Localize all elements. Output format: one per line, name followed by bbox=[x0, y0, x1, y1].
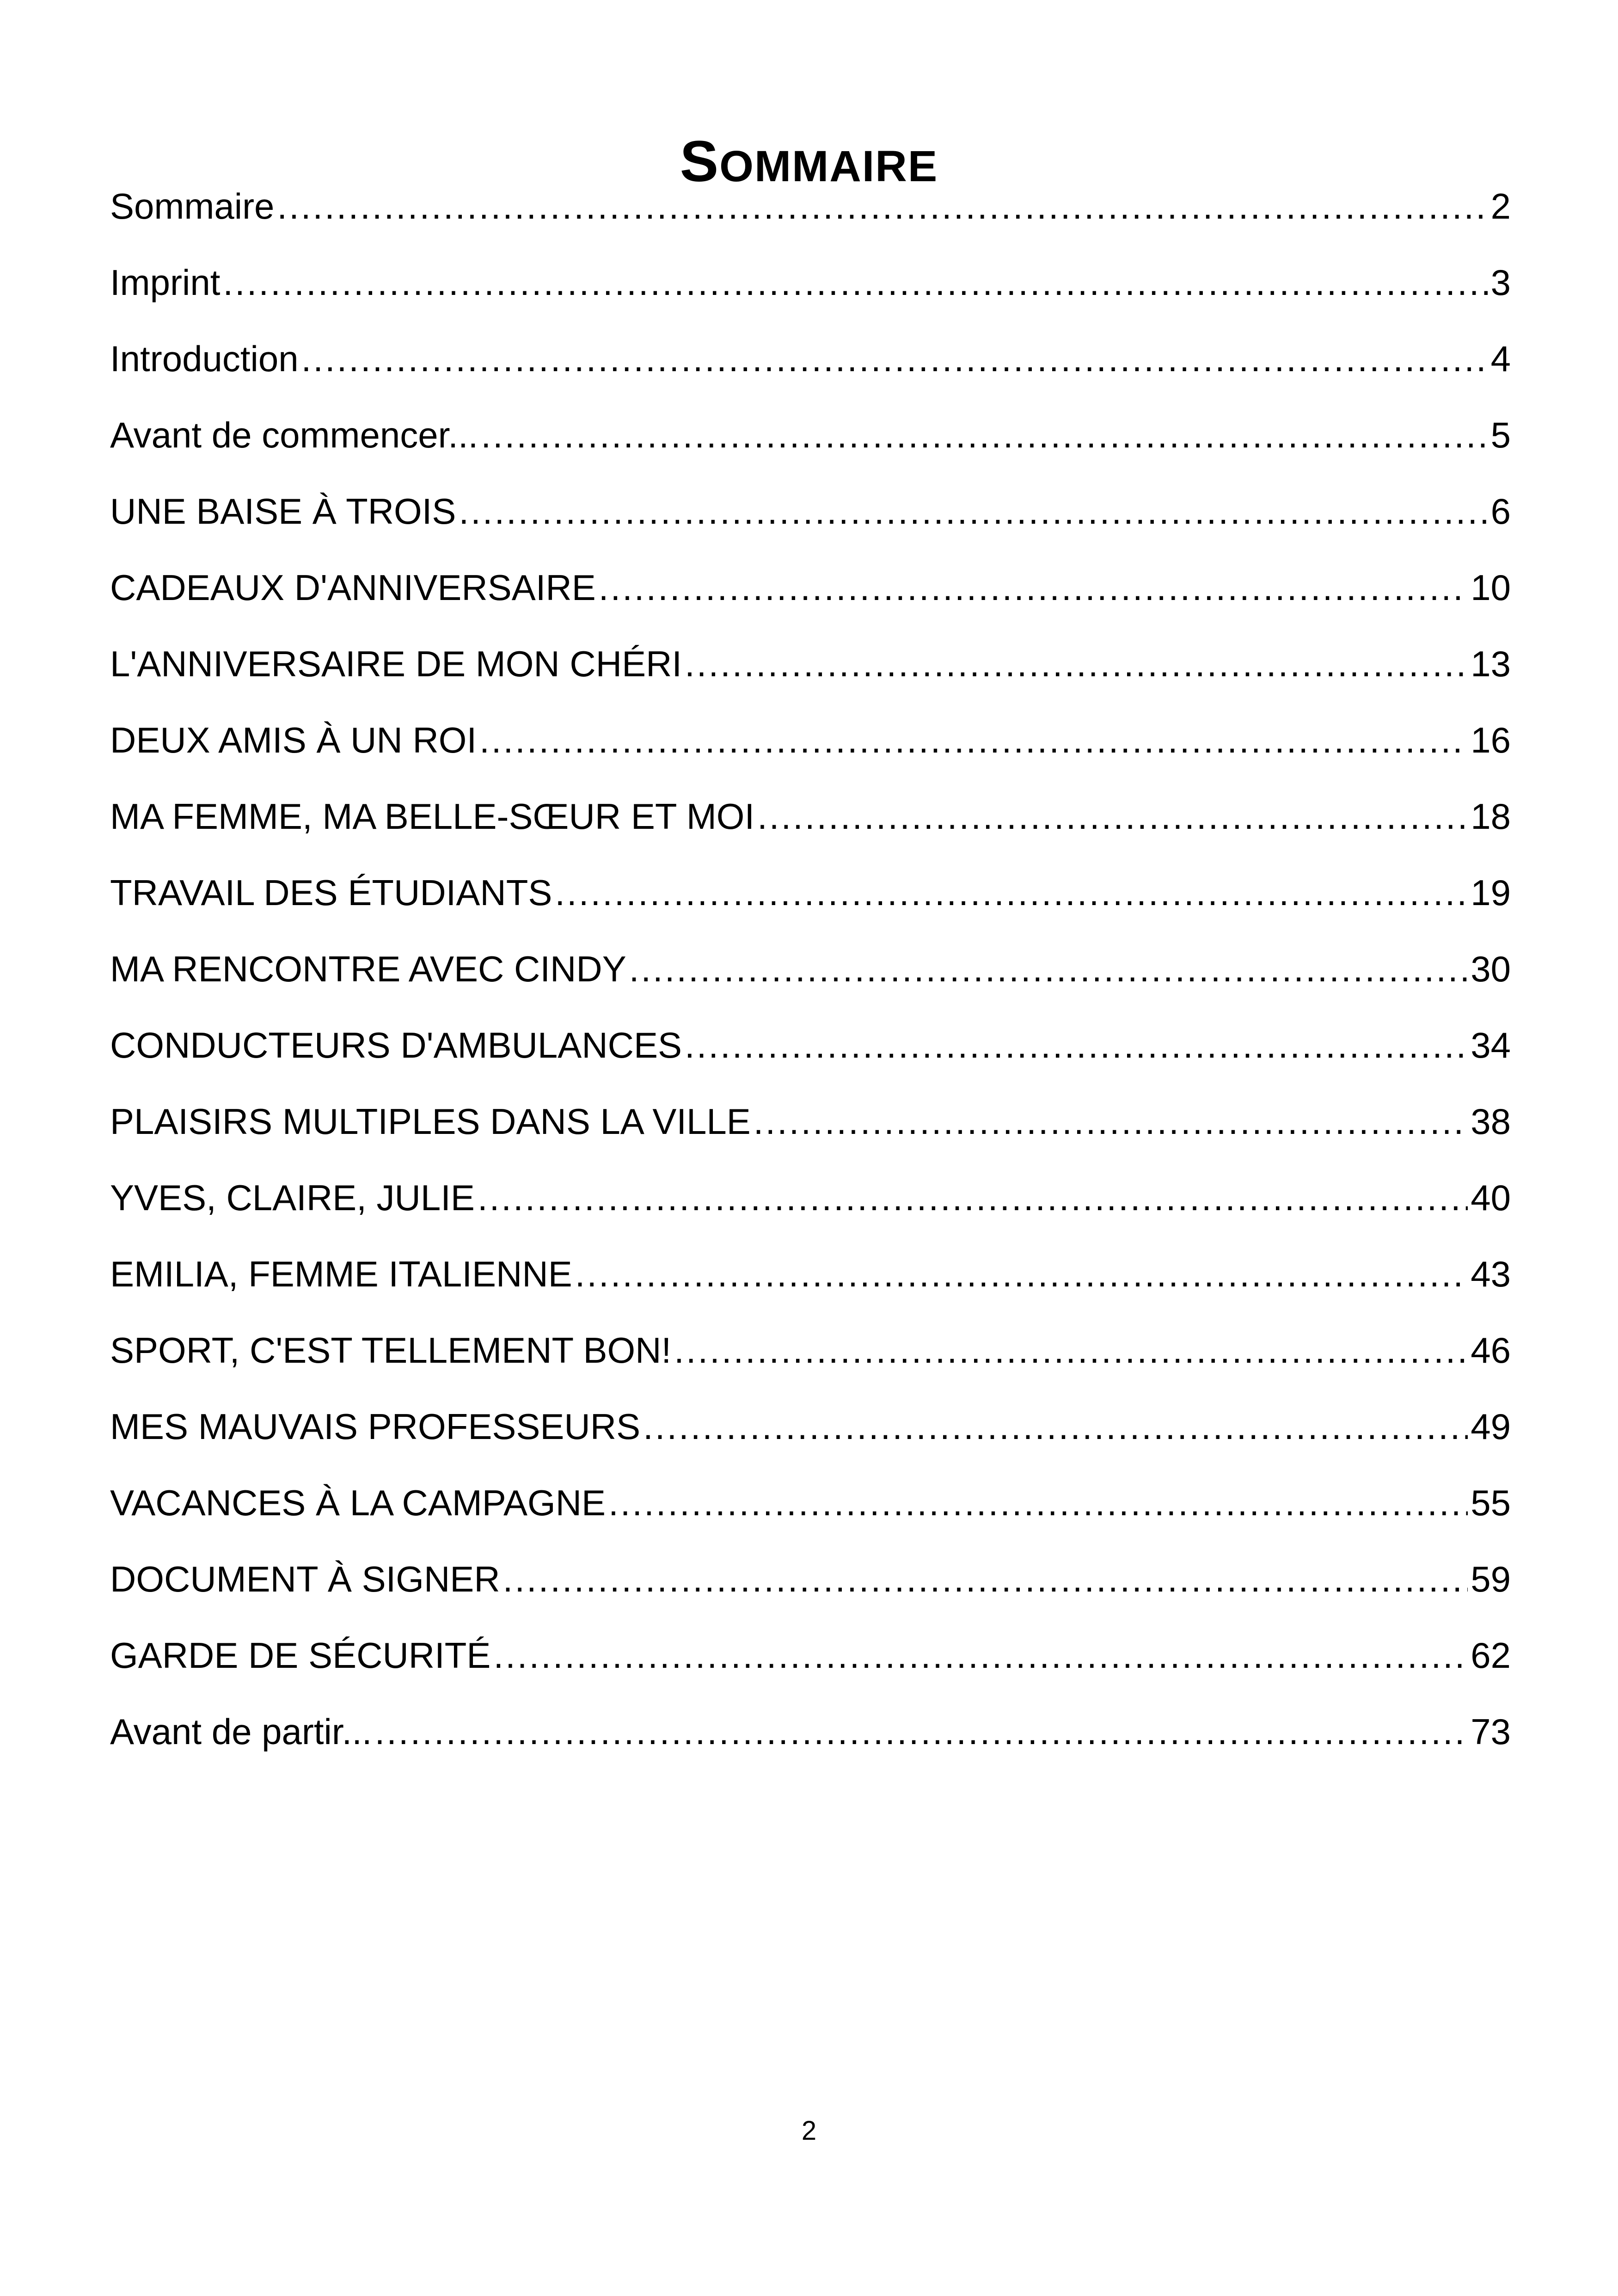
toc-dot-leader bbox=[757, 793, 1468, 839]
toc-entry-page-number: 38 bbox=[1471, 1101, 1511, 1142]
toc-entry[interactable] bbox=[110, 717, 1511, 793]
toc-dot-leader bbox=[674, 1327, 1468, 1373]
toc-entry-title: GARDE DE SÉCURITÉ bbox=[110, 1635, 491, 1676]
toc-entry[interactable] bbox=[110, 1327, 1511, 1403]
toc-entry-title: VACANCES À LA CAMPAGNE bbox=[110, 1482, 606, 1523]
toc-dot-leader bbox=[459, 488, 1488, 534]
toc-dot-leader bbox=[555, 869, 1468, 916]
toc-entry[interactable] bbox=[110, 946, 1511, 1022]
page-title-rest: OMMAIRE bbox=[719, 142, 938, 191]
toc-dot-leader bbox=[599, 564, 1468, 611]
toc-entry[interactable] bbox=[110, 869, 1511, 946]
toc-entry-title: EMILIA, FEMME ITALIENNE bbox=[110, 1254, 572, 1294]
toc-entry[interactable] bbox=[110, 1251, 1511, 1327]
toc-entry-page-number: 5 bbox=[1490, 415, 1511, 455]
toc-entry[interactable] bbox=[110, 259, 1511, 336]
toc-dot-leader bbox=[223, 259, 1488, 306]
toc-entry-page-number: 59 bbox=[1471, 1559, 1511, 1599]
toc-dot-leader bbox=[608, 1480, 1468, 1526]
toc-entry-page-number: 2 bbox=[1490, 186, 1511, 227]
toc-entry-page-number: 6 bbox=[1490, 491, 1511, 532]
toc-entry-page-number: 49 bbox=[1471, 1406, 1511, 1447]
toc-dot-leader bbox=[685, 641, 1468, 687]
toc-dot-leader bbox=[479, 717, 1468, 763]
toc-entry-title: Avant de commencer... bbox=[110, 415, 478, 455]
toc-entry-title: MES MAUVAIS PROFESSEURS bbox=[110, 1406, 641, 1447]
toc-entry-title: DOCUMENT À SIGNER bbox=[110, 1559, 500, 1599]
toc-entry[interactable] bbox=[110, 1175, 1511, 1251]
toc-entry[interactable] bbox=[110, 1556, 1511, 1632]
toc-entry-page-number: 43 bbox=[1471, 1254, 1511, 1294]
toc-entry[interactable] bbox=[110, 641, 1511, 717]
toc-dot-leader bbox=[503, 1556, 1468, 1602]
toc-entry-page-number: 40 bbox=[1471, 1177, 1511, 1218]
toc-dot-leader bbox=[629, 946, 1468, 992]
toc-entry[interactable] bbox=[110, 412, 1511, 488]
toc-entry[interactable] bbox=[110, 793, 1511, 869]
toc-entry[interactable] bbox=[110, 1480, 1511, 1556]
toc-entry-title: Imprint bbox=[110, 262, 221, 303]
toc-entry-title: L'ANNIVERSAIRE DE MON CHÉRI bbox=[110, 643, 682, 684]
toc-dot-leader bbox=[301, 336, 1488, 382]
toc-entry-title: MA RENCONTRE AVEC CINDY bbox=[110, 949, 626, 989]
toc-entry-page-number: 55 bbox=[1471, 1482, 1511, 1523]
page-number: 2 bbox=[801, 2116, 817, 2146]
toc-dot-leader bbox=[493, 1632, 1468, 1678]
toc-entry-title: CONDUCTEURS D'AMBULANCES bbox=[110, 1025, 682, 1065]
toc-entry-page-number: 4 bbox=[1490, 338, 1511, 379]
toc-entry-page-number: 46 bbox=[1471, 1330, 1511, 1371]
toc-entry-page-number: 19 bbox=[1471, 872, 1511, 913]
toc-entry[interactable] bbox=[110, 1403, 1511, 1480]
toc-entry[interactable] bbox=[110, 564, 1511, 641]
toc-dot-leader bbox=[643, 1403, 1468, 1450]
toc-entry-title: MA FEMME, MA BELLE-SŒUR ET MOI bbox=[110, 796, 755, 837]
toc-entry-title: CADEAUX D'ANNIVERSAIRE bbox=[110, 567, 596, 608]
toc-entry-title: TRAVAIL DES ÉTUDIANTS bbox=[110, 872, 552, 913]
toc-entry-page-number: 13 bbox=[1471, 643, 1511, 684]
toc-dot-leader bbox=[754, 1098, 1468, 1145]
toc-entry[interactable] bbox=[110, 183, 1511, 259]
toc-entry-page-number: 34 bbox=[1471, 1025, 1511, 1065]
toc-dot-leader bbox=[575, 1251, 1468, 1297]
toc-entry-title: SPORT, C'EST TELLEMENT BON! bbox=[110, 1330, 672, 1371]
toc-entry-title: Sommaire bbox=[110, 186, 275, 227]
toc-entry-title: PLAISIRS MULTIPLES DANS LA VILLE bbox=[110, 1101, 751, 1142]
toc-entry-title: DEUX AMIS À UN ROI bbox=[110, 720, 477, 760]
toc-entry[interactable] bbox=[110, 1632, 1511, 1708]
toc-entry[interactable] bbox=[110, 1098, 1511, 1175]
toc-entry-page-number: 30 bbox=[1471, 949, 1511, 989]
toc-dot-leader bbox=[481, 412, 1488, 458]
toc-entry[interactable] bbox=[110, 336, 1511, 412]
toc-entry[interactable] bbox=[110, 1022, 1511, 1098]
toc-entry-page-number: 62 bbox=[1471, 1635, 1511, 1676]
toc-entry-title: YVES, CLAIRE, JULIE bbox=[110, 1177, 475, 1218]
toc-entry-page-number: 3 bbox=[1490, 262, 1511, 303]
toc-entry-page-number: 16 bbox=[1471, 720, 1511, 760]
toc-dot-leader bbox=[478, 1175, 1468, 1221]
table-of-contents bbox=[110, 183, 1511, 1785]
toc-dot-leader bbox=[685, 1022, 1468, 1068]
toc-entry-title: Avant de partir... bbox=[110, 1711, 372, 1752]
page-title-initial: S bbox=[680, 129, 720, 194]
toc-dot-leader bbox=[375, 1708, 1468, 1755]
toc-dot-leader bbox=[277, 183, 1488, 229]
toc-entry[interactable] bbox=[110, 1708, 1511, 1785]
toc-entry[interactable] bbox=[110, 488, 1511, 564]
toc-entry-page-number: 10 bbox=[1471, 567, 1511, 608]
toc-entry-title: Introduction bbox=[110, 338, 299, 379]
toc-entry-page-number: 73 bbox=[1471, 1711, 1511, 1752]
toc-entry-page-number: 18 bbox=[1471, 796, 1511, 837]
toc-entry-title: UNE BAISE À TROIS bbox=[110, 491, 456, 532]
